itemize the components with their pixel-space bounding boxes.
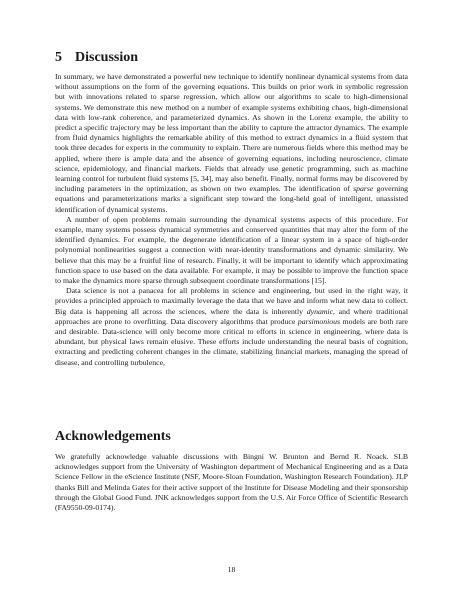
discussion-paragraph-2: A number of open problems remain surrounding the dynamical systems aspects of this procedure. For example, many systems possess dynamical symmetries and conserved quantities that may alter the form of the identified dynamics. For example, the degenerate identification of a linear system in a space of high-order polynomial nonlinearities suggest a connection with near-identity transformations and dynamic similarity. We believe that this may be a fruitful line of research. Finally, it will be important to identify which approximating function space to use based on the data available. For example, it may be possible to improve the function space to make the dynamics more sparse through subsequent coordinate transformations [15]. [55,214,408,286]
emphasis-parsimonious: parsimonious [297,316,341,326]
section-heading-discussion [55,50,408,66]
section-number: 5 [55,50,62,65]
discussion-paragraph-3 [55,286,408,368]
section-title: Discussion [75,50,139,65]
acknowledgements-paragraph: We gratefully acknowledge valuable discussions with Bingni W. Brunton and Bernd R. Noack. SLB acknowledges support from the University of Washington department of Mechanical Engineering and as a Data Science Fellow in the eScience Institute (NSF, Moore-Sloan Foundation, Washington Research Foundation). JLP thanks Bill and Melinda Gates for their active support of the Institute for Disease Modeling and their sponsorship through the Global Good Fund. JNK acknowledges support from the U.S. Air Force Office of Scientific Research (FA9550-09-0174). [55,452,408,513]
discussion-paragraph-1 [55,72,408,215]
paragraph-text: governing equations and parameterizations marks a significant step toward the long-held goal of intelligent, unassisted identification of dynamical systems. [55,184,408,214]
paragraph-text: and where traditional approaches are prone to overfitting. Data discovery algorithms that produce [55,306,408,326]
page-number: 18 [227,565,236,574]
paragraph-text: In summary, we have demonstrated a powerful new technique to identify nonlinear dynamical systems from data without assumptions on the form of the governing equations. This builds on prior work in symbolic regression but with innovations related to sparse regression, which allow our algorithms to scale to high-dimensional systems. We demonstrate this new method on a number of example systems exhibiting chaos, high-dimensional data with low-rank coherence, and parameterized dynamics. As shown in the Lorenz example, the ability to predict a specific trajectory may be less important than the ability to capture the attractor dynamics. The example from fluid dynamics highlights the remarkable ability of this method to extract dynamics in a fluid system that took three decades for experts in the community to explain. There are numerous fields where this method may be applied, where there is ample data and the absence of governing equations, including neuroscience, climate science, epidemiology, and financial markets. Fields that already use genetic programming, such as machine learning control for turbulent fluid systems [5, 34], may also benefit. Finally, normal forms may be discovered by including parameters in the optimization, as shown on two examples. The identification of [55,72,408,194]
acknowledgements-heading: Acknowledgements [55,429,171,444]
acknowledgements-body [55,452,408,513]
paragraph-text: Data science is not a panacea for all problems in science and engineering, but used in the right way, it provides a principled approach to maximally leverage the data that we have and inform what new data to collect. Big data is happening all across the sciences, where the data is inherently [55,286,408,316]
emphasis-sparse: sparse [353,184,374,194]
emphasis-dynamic: dynamic, [306,306,335,316]
paragraph-text: models are both rare and desirable. Data-science will only become more critical to efforts in science in engineering, where data is abundant, but physical laws remain elusive. These efforts include understanding the neural basis of cognition, extracting and predicting coherent changes in the climate, stabilizing financial markets, managing the spread of disease, and controlling turbulence, [55,316,408,367]
discussion-body [55,72,408,368]
